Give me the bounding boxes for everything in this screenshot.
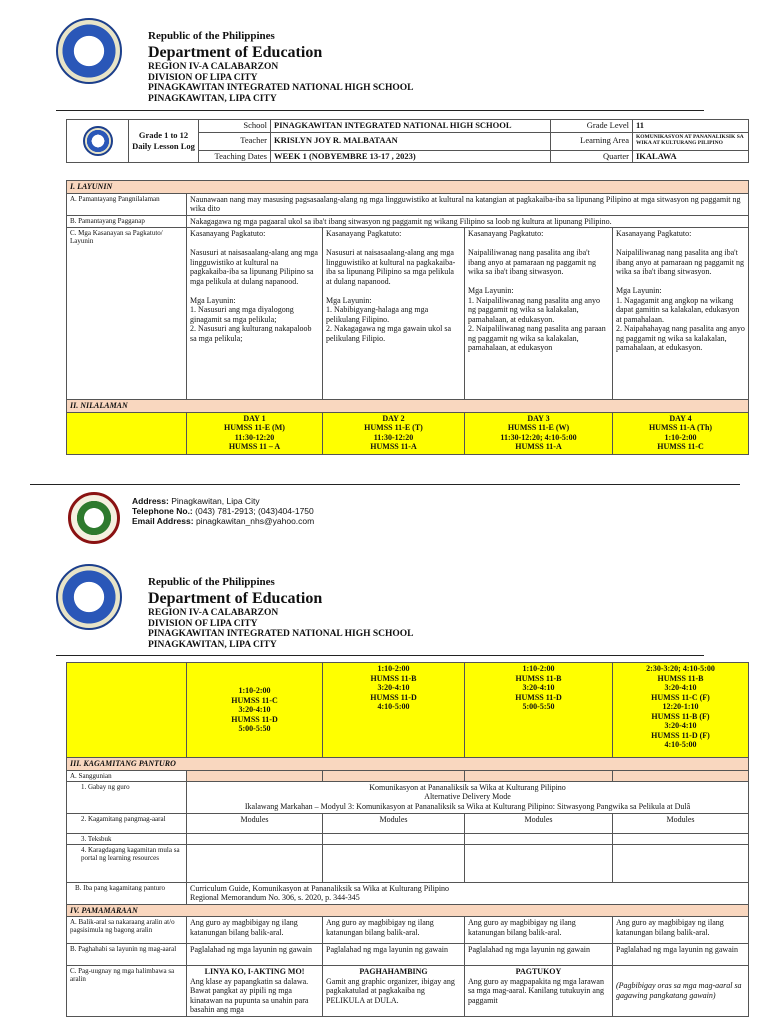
balik-aral-day4: Ang guro ay magbibigay ng ilang katanungan bilang balik-aral.: [613, 917, 749, 944]
day1-schedule-text: DAY 1 HUMSS 11-E (M) 11:30-12:20 HUMSS 11 – A: [224, 413, 285, 451]
address-value: Pinagkawitan, Lipa City: [171, 496, 260, 506]
modules-day1: Modules: [187, 813, 323, 833]
day4-schedule-cont-text: 2:30-3:20; 4:10-5:00 HUMSS 11-B 3:20-4:10 HUMSS 11-C (F) 12:20-1:10 HUMSS 11-B (F) 3:20-4:10 HUMSS 11-D (F) 4:10-5:00: [646, 664, 715, 749]
dates-label: Teaching Dates: [199, 150, 271, 163]
republic-text-2: Republic of the Philippines: [148, 576, 275, 588]
republic-text: Republic of the Philippines: [148, 30, 275, 42]
pag-uugnay-day4: (Pagbibigay oras sa mga mag-aaral sa gagawing pangkatang gawain): [613, 966, 749, 1017]
pag-uugnay-day1-title: LINYA KO, I-AKTING MO!: [204, 967, 305, 976]
schedule-empty-cell: [67, 663, 187, 758]
iba-pang-kagamitan-cell: [187, 882, 749, 904]
day2-schedule-cont-text: 1:10-2:00 HUMSS 11-B 3:20-4:10 HUMSS 11-D 4:10-5:00: [370, 664, 417, 711]
sanggunian-cell-2: [323, 770, 465, 781]
kasanayan-label: C. Mga Kasanayan sa Pagkatuto/ Layunin: [67, 228, 187, 400]
modules-day2: Modules: [323, 813, 465, 833]
dll-title-1: Grade 1 to 12: [138, 130, 189, 140]
pag-uugnay-day1-text: Ang klase ay papangkatin sa dalawa. Bawat pangkat ay pipili ng mga kinatawan na pupunta sa unahin para basahin ang mga: [190, 976, 309, 1014]
pag-uugnay-day2-text: Gamit ang graphic organizer, ibigay ang pagkakatulad at pagkakaiba ng PELIKULA at DULA.: [326, 976, 455, 1005]
department-title: Department of Education: [148, 44, 323, 61]
day2-schedule-text: DAY 2 HUMSS 11-E (T) 11:30-12:20 HUMSS 11-A: [364, 413, 423, 451]
teksbuk-cell-4: [613, 833, 749, 844]
section-layunin: I. LAYUNIN: [67, 181, 749, 194]
pamantayang-pangnilalaman-text: Naunawaan nang may masusing pagsasaalang-alang ng mga lingguwistiko at kultural na katangian at pagkakaiba-iba sa lipunang Pilipino at mga sitwasyon ng paggamit ng wika dito: [187, 193, 749, 215]
gabay-guro-label: 1. Gabay ng guro: [67, 781, 187, 813]
day1-schedule-cont: [187, 663, 323, 758]
balik-aral-day3: Ang guro ay magbibigay ng ilang katanungan bilang balik-aral.: [465, 917, 613, 944]
teksbuk-cell-3: [465, 833, 613, 844]
dll-seal-icon: [83, 126, 113, 156]
dll-title-cell: [129, 120, 199, 163]
gabay-guro-cell: [187, 781, 749, 813]
karagdagang-kagamitan-label: 4. Karagdagang kagamitan mula sa portal ng learning resources: [67, 844, 187, 882]
pag-uugnay-day3: [465, 966, 613, 1017]
header-divider-2: [56, 655, 704, 656]
paghahabi-day1: Paglalahad ng mga layunin ng gawain: [187, 944, 323, 966]
pag-uugnay-day2: [323, 966, 465, 1017]
phone-line: [132, 506, 314, 516]
department-title-2: Department of Education: [148, 590, 323, 607]
section-nilalaman: II. NILALAMAN: [67, 400, 749, 413]
iba-pang-kagamitan-text: Curriculum Guide, Komunikasyon at Pananaliksik sa Wika at Kulturang Pilipino Regional Memorandum No. 306, s. 2020, p. 344-345: [190, 883, 450, 902]
dll-info-table: [66, 119, 749, 163]
page2-header: [148, 576, 414, 650]
email-line: [132, 516, 314, 526]
day3-schedule-text: DAY 3 HUMSS 11-E (W) 11:30-12:20; 4:10-5:00 HUMSS 11-A: [500, 413, 577, 451]
school-value: PINAGKAWITAN INTEGRATED NATIONAL HIGH SCHOOL: [271, 120, 551, 133]
kasanayan-day3-text: Kasanayang Pagkatuto: Naipaliliwanag nang pasalita ang iba't ibang anyo at pamaraan ng paggamit ng wika sa iba't ibang sitwasyon. Mga Layunin: 1. Naipaliliwanag nang pasalita ang anyo ng paggamit ng wika sa kalakalan, pamahalaan, at edukasyon. 2. Naipaliliwanag nang pasalita ang paraan ng paggamit ng wika sa kalakalan, pamahalaan, at edukasyon: [468, 229, 606, 352]
section-pamamaraan: IV. PAMAMARAAN: [67, 904, 749, 917]
footer-contact: [132, 496, 314, 526]
pag-uugnay-day1: [187, 966, 323, 1017]
grade-label: Grade Level: [551, 120, 633, 133]
division-text: DIVISION OF LIPA CITY: [148, 72, 258, 83]
school-address: PINAGKAWITAN, LIPA CITY: [148, 93, 277, 104]
dll-seal-cell: [67, 120, 129, 163]
kasanayan-day1-text: Kasanayang Pagkatuto: Nasusuri at naisasaalang-alang ang mga lingguwistiko at kultural na pagkakaiba-iba sa lipunang Pilipino sa mga pelikula at dulang napanood. Mga Layunin: 1. Nasusuri ang mga diyalogong ginagamit sa mga pelikula; 2. Nasusuri ang kulturang nakapaloob sa mga pelikula;: [190, 229, 318, 343]
day3-schedule-cont-text: 1:10-2:00 HUMSS 11-B 3:20-4:10 HUMSS 11-D 5:00-5:50: [515, 664, 562, 711]
day1-schedule-cont-text: 1:10-2:00 HUMSS 11-C 3:20-4:10 HUMSS 11-D 5:00-5:50: [231, 686, 278, 734]
dates-value: WEEK 1 (NOBYEMBRE 13-17 , 2023): [271, 150, 551, 163]
kasanayan-day1: [187, 228, 323, 400]
pag-uugnay-day3-title: PAGTUKOY: [515, 967, 562, 976]
sanggunian-cell-3: [465, 770, 613, 781]
paghahabi-label: B. Paghahabi sa layunin ng mag-aaral: [67, 944, 187, 966]
kasanayan-day4: [613, 228, 749, 400]
sanggunian-label: A. Sanggunian: [67, 770, 187, 781]
kasanayan-day3: [465, 228, 613, 400]
modules-day3: Modules: [465, 813, 613, 833]
sanggunian-cell-1: [187, 770, 323, 781]
day4-schedule-cont: [613, 663, 749, 758]
day2-schedule: [323, 412, 465, 454]
school-label: School: [199, 120, 271, 133]
balik-aral-day2: Ang guro ay magbibigay ng ilang katanungan bilang balik-aral.: [323, 917, 465, 944]
day3-schedule: [465, 412, 613, 454]
teksbuk-label: 3. Teksbuk: [67, 833, 187, 844]
address-line: [132, 496, 314, 506]
deped-seal: [56, 18, 122, 84]
pamantayang-pagganap-text: Nakagagawa ng mga pagaaral ukol sa iba't ibang sitwasyon ng paggamit ng wikang Filipino sa loob ng kultura at lipunang Pilipino.: [187, 215, 749, 228]
paghahabi-day3: Paglalahad ng mga layunin ng gawain: [465, 944, 613, 966]
address-label: Address:: [132, 496, 169, 506]
grade-value: 11: [633, 120, 749, 133]
modules-day4: Modules: [613, 813, 749, 833]
school-logo: [68, 492, 120, 544]
gabay-guro-text: Komunikasyon at Pananaliksik sa Wika at Kulturang Pilipino Alternative Delivery Mode Ikalawang Markahan – Modyul 3: Komunikasyon at Pananaliksik sa Wika at Kulturang Pilipino: Sitwasyong Pangwika sa Pelikula at Dulâ: [244, 782, 691, 811]
email-value: pinagkawitan_nhs@yahoo.com: [195, 516, 315, 526]
region-text-2: REGION IV-A CALABARZON: [148, 608, 279, 618]
teacher-value: KRISLYN JOY R. MALBATAAN: [271, 132, 551, 150]
region-text: REGION IV-A CALABARZON: [148, 62, 279, 72]
quarter-value: IKALAWA: [633, 150, 749, 163]
lesson-table-page1: [66, 180, 749, 455]
kasanayan-day2-text: Kasanayang Pagkatuto: Nasusuri at naisasaalang-alang ang mga lingguwistiko at kultural na pagkakaiba-iba sa lipunang Pilipino sa mga pelikula at dulang napanood. Mga Layunin: 1. Nabibigyang-halaga ang mga pelikulang Filipino. 2. Nakagagawa ng mga gawain ukol sa pelikulang Filipio.: [326, 229, 456, 343]
header-divider: [56, 110, 704, 111]
balik-aral-label: A. Balik-aral sa nakaraang aralin at/o pagsisimula ng bagong aralin: [67, 917, 187, 944]
phone-value: (043) 781-2913; (043)404-1750: [195, 506, 314, 516]
teksbuk-cell-2: [323, 833, 465, 844]
balik-aral-day1: Ang guro ay magbibigay ng ilang katanungan bilang balik-aral.: [187, 917, 323, 944]
iba-pang-kagamitan-label: B. Iba pang kagamitang panturo: [67, 882, 187, 904]
sanggunian-cell-4: [613, 770, 749, 781]
pag-uugnay-label: C. Pag-uugnay ng mga halimbawa sa aralin: [67, 966, 187, 1017]
section-kagamitang-panturo: III. KAGAMITANG PANTURO: [67, 758, 749, 771]
deped-seal-page2: [56, 564, 122, 630]
area-value: KOMUNIKASYON AT PANANALIKSIK SA WIKA AT KULTURANG PILIPINO: [633, 132, 749, 150]
karagdagang-cell-3: [465, 844, 613, 882]
pag-uugnay-day3-text: Ang guro ay magpapakita ng mga larawan sa mga mag-aaral. Kanilang tutukuyin ang paggamit: [468, 976, 604, 1005]
footer-divider: [30, 484, 740, 485]
teacher-label: Teacher: [199, 132, 271, 150]
division-text-2: DIVISION OF LIPA CITY: [148, 618, 258, 629]
school-name: PINAGKAWITAN INTEGRATED NATIONAL HIGH SCHOOL: [148, 83, 414, 93]
dll-title-2: Daily Lesson Log: [132, 141, 195, 151]
email-label: Email Address:: [132, 516, 194, 526]
school-name-2: PINAGKAWITAN INTEGRATED NATIONAL HIGH SCHOOL: [148, 629, 414, 639]
day1-schedule: [187, 412, 323, 454]
quarter-label: Quarter: [551, 150, 633, 163]
area-label: Learning Area: [551, 132, 633, 150]
day4-schedule: [613, 412, 749, 454]
karagdagang-cell-4: [613, 844, 749, 882]
phone-label: Telephone No.:: [132, 506, 193, 516]
kagamitang-pangmag-aaral-label: 2. Kagamitang pangmag-aaral: [67, 813, 187, 833]
school-address-2: PINAGKAWITAN, LIPA CITY: [148, 639, 277, 650]
pag-uugnay-day2-title: PAGHAHAMBING: [359, 967, 428, 976]
page1-header: [148, 30, 414, 104]
day3-schedule-cont: [465, 663, 613, 758]
kasanayan-day4-text: Kasanayang Pagkatuto: Naipaliliwanag nang pasalita ang iba't ibang anyo at pamaraan ng paggamit ng wika sa iba't ibang sitwasyon. Mga Layunin: 1. Nagagamit ang angkop na wikang dapat gamitin sa kalakalan, edukasyon at pamahalaan. 2. Naipahahayag nang pasalita ang anyo ng paggamit ng wika sa kalakalan, pamahalaan, at edukasyon.: [616, 229, 745, 352]
day4-schedule-text: DAY 4 HUMSS 11-A (Th) 1:10-2:00 HUMSS 11-C: [648, 413, 713, 451]
teksbuk-cell-1: [187, 833, 323, 844]
kasanayan-day2: [323, 228, 465, 400]
lesson-table-page2: [66, 662, 749, 1017]
day2-schedule-cont: [323, 663, 465, 758]
paghahabi-day2: Paglalahad ng mga layunin ng gawain: [323, 944, 465, 966]
karagdagang-cell-2: [323, 844, 465, 882]
paghahabi-day4: Paglalahad ng mga layunin ng gawain: [613, 944, 749, 966]
pamantayang-pagganap-label: B. Pamantayang Pagganap: [67, 215, 187, 228]
nilalaman-empty-cell: [67, 412, 187, 454]
pamantayang-pangnilalaman-label: A. Pamantayang Pangnilalaman: [67, 193, 187, 215]
karagdagang-cell-1: [187, 844, 323, 882]
